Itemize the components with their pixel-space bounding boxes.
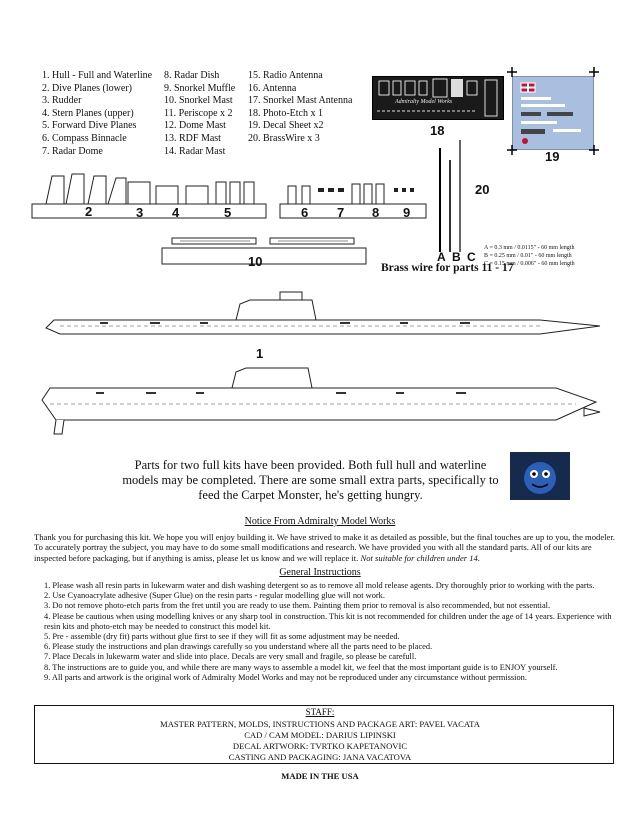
callout-2: 2 xyxy=(85,204,93,219)
instruction-item: 5. Pre - assemble (dry fit) parts without glue first to see if they will fit as some adjustment may be needed. xyxy=(44,632,400,642)
resin-sprue-part-10 xyxy=(160,234,368,268)
instruction-item: 6. Please study the instructions and plan drawings carefully so you understand where all the parts need to be placed. xyxy=(44,642,433,652)
parts-list-item: 19. Decal Sheet x2 xyxy=(248,120,324,132)
photo-etch-label: Admiralty Model Works xyxy=(395,99,453,105)
wire-label-c: C xyxy=(467,250,476,264)
instruction-item: 4. Please be cautious when using modelling knives or any sharp tool in construction. This kit is not recommended for children under the age of 14 years. Experience with resin kits and photo-etch may be needed to construct this model kit. xyxy=(44,611,612,631)
callout-8: 8 xyxy=(372,205,380,220)
parts-list-col1 xyxy=(42,70,152,158)
callout-10: 10 xyxy=(248,254,263,269)
instruction-item: 1. Please wash all resin parts in lukewarm water and dish washing detergent so as to remove all mold release agents. Dry thoroughly prior to working with the parts. xyxy=(44,581,595,590)
wire-label-b: B xyxy=(452,250,461,264)
instruction-item: 8. The instructions are to guide you, and while there are many ways to assemble a model kit, we feel that the most important guide is to ENJOY yourself. xyxy=(44,662,558,672)
wire-legend-line: C = 0.15 mm / 0.006" - 60 mm length xyxy=(484,261,575,267)
callout-20: 20 xyxy=(475,182,490,197)
notice-title: Notice From Admiralty Model Works xyxy=(244,516,396,527)
parts-list-item: 10. Snorkel Mast xyxy=(164,95,233,107)
parts-list-item: 6. Compass Binnacle xyxy=(42,132,127,144)
staff-line: CAD / CAM MODEL: DARIUS LIPINSKI xyxy=(244,730,396,740)
parts-list-item: 13. RDF Mast xyxy=(164,132,221,144)
wire-legend-line: A = 0.3 mm / 0.0115" - 60 mm length xyxy=(484,245,575,251)
instructions-list xyxy=(34,581,626,683)
parts-list-item: 20. BrassWire x 3 xyxy=(248,132,320,144)
parts-list-col2 xyxy=(164,70,235,158)
staff-line: DECAL ARTWORK: TVRTKO KAPETANOVIC xyxy=(232,741,408,751)
parts-list-col3 xyxy=(248,70,352,146)
carpet-monster-note: Parts for two full kits have been provided. Both full hull and waterline models may be completed. There are some small extra parts, specifically to feed the Carpet Monster, he's getting hungry. xyxy=(122,458,499,502)
intro-text: Thank you for purchasing this kit. We hope you will enjoy building it. We have strived to make it as detailed as possible, but the final touches are up to you, the modeler. To accurately portray the subject, you may have to do some small modifications and research. We have provided you with all the standard parts. All of our kits are inspected before packaging, but if anything is amiss, please let us know and we will replace it. xyxy=(34,532,615,563)
parts-list-item: 12. Dome Mast xyxy=(164,120,226,132)
parts-list-item: 5. Forward Dive Planes xyxy=(42,120,137,132)
brass-wire-caption: Brass wire for parts 11 - 17 xyxy=(381,262,514,274)
instruction-item: 7. Place Decals in lukewarm water and slide into place. Decals are very small and fragile, so please be carefull. xyxy=(44,652,417,662)
parts-list-item: 3. Rudder xyxy=(42,95,82,107)
callout-18: 18 xyxy=(430,123,445,138)
callout-4: 4 xyxy=(172,205,180,220)
callout-3: 3 xyxy=(136,205,144,220)
instruction-item: 2. Use Cyanoacrylate adhesive (Super Glue) on the resin parts - regular modelling glue will not work. xyxy=(44,591,385,601)
waterline-hull-drawing xyxy=(40,290,610,342)
parts-list-item: 2. Dive Planes (lower) xyxy=(42,82,132,94)
callout-7: 7 xyxy=(337,205,345,220)
callout-6: 6 xyxy=(301,205,309,220)
parts-list-item: 7. Radar Dome xyxy=(42,145,103,157)
resin-sprue-parts-2-5 xyxy=(30,166,270,222)
instruction-item: 9. All parts and artwork is the original work of Admiralty Model Works and may not be reproduced under any circumstance without permission. xyxy=(44,672,527,682)
parts-list-item: 17. Snorkel Mast Antenna xyxy=(248,95,353,107)
parts-list-item: 1. Hull - Full and Waterline xyxy=(42,70,153,81)
general-instructions-title: General Instructions xyxy=(279,567,361,578)
age-warning: Not suitable for children under 14. xyxy=(360,552,480,563)
carpet-monster-image xyxy=(510,452,570,500)
callout-19: 19 xyxy=(545,149,560,164)
instruction-item: 3. Do not remove photo-etch parts from the fret until you are ready to use them. Painting them prior to removal is also recommended, but not essential. xyxy=(44,601,551,611)
photo-etch-parts-icon xyxy=(373,77,503,119)
staff-line: MASTER PATTERN, MOLDS, INSTRUCTIONS AND PACKAGE ART: PAVEL VACATA xyxy=(160,719,480,729)
parts-list-item: 9. Snorkel Muffle xyxy=(164,82,236,94)
wire-legend-line: B = 0.25 mm / 0.01" - 60 mm length xyxy=(484,253,572,259)
full-hull-drawing xyxy=(36,364,606,444)
parts-list-item: 16. Antenna xyxy=(248,82,297,94)
parts-list-item: 14. Radar Mast xyxy=(164,145,226,157)
brass-wire-rods xyxy=(430,140,470,260)
parts-list-item: 15. Radio Antenna xyxy=(248,70,323,81)
callout-1: 1 xyxy=(256,346,264,361)
callout-5: 5 xyxy=(224,205,232,220)
intro-paragraph xyxy=(34,532,624,563)
parts-list-item: 11. Periscope x 2 xyxy=(164,107,233,119)
parts-list-item: 4. Stern Planes (upper) xyxy=(42,107,134,119)
photo-etch-fret xyxy=(372,76,504,120)
staff-line: CASTING AND PACKAGING: JANA VACATOVA xyxy=(228,752,412,762)
callout-9: 9 xyxy=(403,205,411,220)
staff-title: STAFF: xyxy=(305,707,335,717)
wire-label-a: A xyxy=(437,250,446,264)
made-in-usa: MADE IN THE USA xyxy=(281,771,359,781)
parts-list-item: 8. Radar Dish xyxy=(164,70,220,81)
parts-list-item: 18. Photo-Etch x 1 xyxy=(248,107,323,119)
